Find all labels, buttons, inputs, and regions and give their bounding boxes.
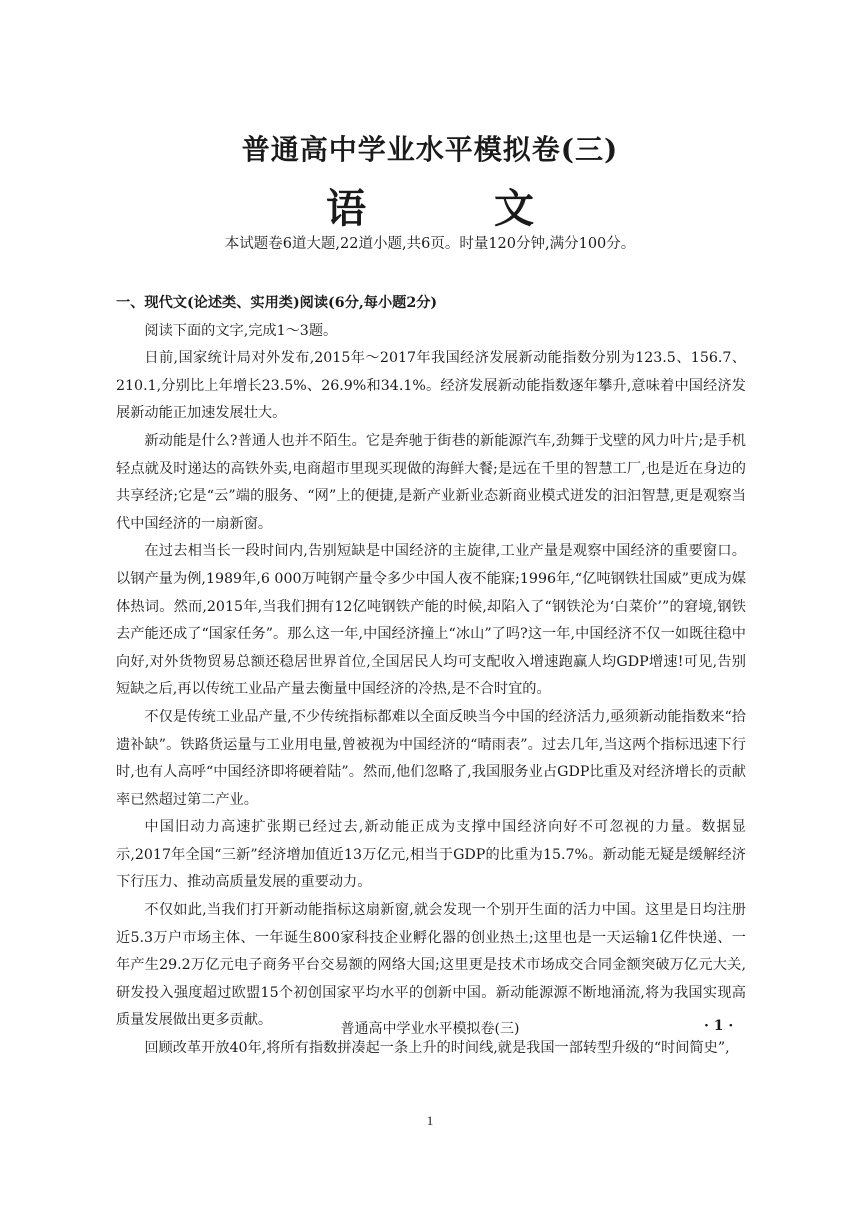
instruction: 阅读下面的文字,完成1～3题。 xyxy=(144,322,338,339)
paragraph: 在过去相当长一段时间内,告别短缺是中国经济的主旋律,工业产量是观察中国经济的重要窗口。以钢产量为例,1989年,6 000万吨钢产量令多少中国人夜不能寐;1996年,“亿吨钢铁壮国威”更成为媒体热词。然而,2015年,当我们拥有12亿吨钢铁产能的时候,却陷入了“钢铁沦为‘白菜价’”的窘境,钢铁去产能还成了“国家任务”。那么这一年,中国经济撞上“冰山”了吗?这一年,中国经济不仅一如既往稳中向好,对外货物贸易总额还稳居世界首位,全国居民人均可支配收入增速跑赢人均GDP增速!可见,告别短缺之后,再以传统工业品产量去衡量中国经济的冷热,是不合时宜的。 xyxy=(116,543,746,698)
section-heading: 一、现代文(论述类、实用类)阅读(6分,每小题2分) xyxy=(116,295,438,311)
paragraph: 不仅是传统工业品产量,不少传统指标都难以全面反映当今中国的经济活力,亟须新动能指数来“拾遗补缺”。铁路货运量与工业用电量,曾被视为中国经济的“晴雨表”。过去几年,当这两个指标迅速下行时,也有人高呼“中国经济即将硬着陆”。然而,他们忽略了,我国服务业占GDP比重及对经济增长的贡献率已然超过第二产业。 xyxy=(116,708,746,808)
paragraph: 中国旧动力高速扩张期已经过去,新动能正成为支撑中国经济向好不可忽视的力量。数据显示,2017年全国“三新”经济增加值近13万亿元,相当于GDP的比重为15.7%。新动能无疑是缓解经济下行压力、推动高质量发展的重要动力。 xyxy=(116,819,746,891)
exam-subtitle: 普通高中学业水平模拟卷(三) xyxy=(241,133,619,166)
subject-title: 语 文 xyxy=(326,185,578,232)
footer-page-number: · 1 · xyxy=(704,1018,734,1034)
exam-info: 本试题卷6道大题,22道小题,共6页。时量120分钟,满分100分。 xyxy=(224,236,636,252)
paragraph: 新动能是什么?普通人也并不陌生。它是奔驰于街巷的新能源汽车,劲舞于戈壁的风力叶片;是手机轻点就及时递达的高铁外卖,电商超市里现买现做的海鲜大餐;是远在千里的智慧工厂,也是近在身边的共享经济;它是“云”端的服务、“网”上的便捷,是新产业新业态新商业模式迸发的汩汩智慧,更是观察当代中国经济的一扇新窗。 xyxy=(116,432,746,532)
footer-title: 普通高中学业水平模拟卷(三) xyxy=(340,1021,520,1037)
paragraph: 不仅如此,当我们打开新动能指标这扇新窗,就会发现一个别开生面的活力中国。这里是日均注册近5.3万户市场主体、一年诞生800家科技企业孵化器的创业热土;这里也是一天运输1亿件快递、一年产生29.2万亿元电子商务平台交易额的网络大国;这里更是技术市场成交合同金额突破万亿元大关,研发投入强度超过欧盟15个初创国家平均水平的创新中国。新动能源源不断地涌流,将为我国实现高质量发展做出更多贡献。 xyxy=(116,902,746,1029)
bottom-page-number: 1 xyxy=(426,1113,434,1128)
paragraph: 回顾改革开放40年,将所有指数拼凑起一条上升的时间线,就是我国一部转型升级的“时间简史”, xyxy=(144,1040,730,1057)
paragraph: 日前,国家统计局对外发布,2015年～2017年我国经济发展新动能指数分别为123.5、156.7、210.1,分别比上年增长23.5%、26.9%和34.1%。经济发展新动能指数逐年攀升,意味着中国经济发展新动能正加速发展壮大。 xyxy=(116,350,746,422)
reading-section xyxy=(116,290,746,1063)
